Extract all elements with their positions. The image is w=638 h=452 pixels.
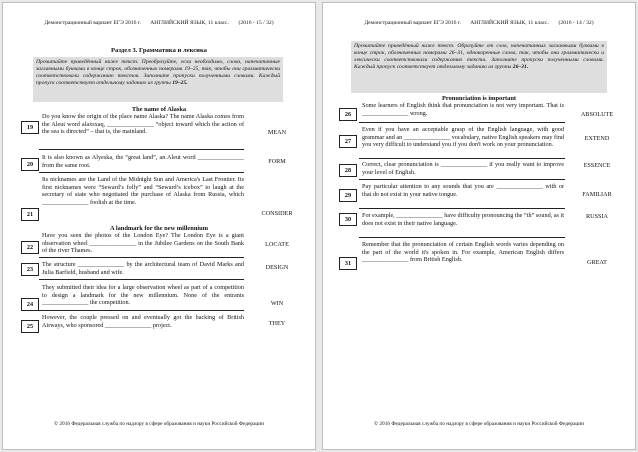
task-text: Pay particular attention to any sounds that you are _______________ with or that do not exist in your native tongue.	[362, 183, 564, 198]
task-number: 24	[21, 298, 39, 311]
task-text: For example, _______________ have difficulty pronouncing the “th” sound, as it does not exist in their native language.	[362, 212, 564, 227]
divider	[359, 208, 565, 209]
task-text: However, the couple pressed on and eventually got the backing of British Airways, who sponsored _______________ project.	[42, 314, 244, 329]
instruction-range: 26–31.	[512, 64, 529, 71]
text-title: A landmark for the new millennium	[109, 225, 209, 232]
instruction-box	[351, 41, 607, 93]
task-text: Some learners of English think that pronunciation is not very important. That is _______________ wrong.	[362, 102, 564, 117]
page-header	[3, 20, 315, 26]
task-word: MEAN	[267, 129, 287, 136]
task-number: 28	[339, 164, 357, 177]
task-word: FAMILIAR	[582, 191, 612, 198]
header-page: (2016 - 14 / 32)	[558, 20, 594, 26]
task-word: LOCATE	[265, 241, 289, 248]
header-exam: Демонстрационный вариант ЕГЭ 2016 г.	[364, 20, 461, 26]
instruction-text: Прочитайте приведённый ниже текст. Преобразуйте, если необходимо, слова, напечатанные заглавными буквами в конце строк, обозначенных номерами 19–25, так, чтобы они грамматически соответствовали содержанию текстов. Заполните пропуски полученными словами. Каждый пропуск соответствует отдельному заданию из группы	[36, 59, 280, 87]
task-text: Do you know the origin of the place name Alaska? The name Alaska comes from the Aleut word alaxsxaq, _______________ “object toward which the action of the sea is directed” – that is, the mainland.	[42, 113, 244, 135]
instruction-range: 19–25.	[172, 80, 188, 87]
task-number: 31	[339, 257, 357, 270]
task-text: They submitted their idea for a large observation wheel as part of a competition to design a landmark for the new millennium. None of the entrants _______________ the competition.	[42, 284, 244, 306]
task-word: WIN	[270, 300, 284, 307]
text-title: The name of Alaska	[131, 106, 187, 113]
divider	[39, 279, 244, 280]
task-text: It is also known as Alyeska, the “great land”, an Aleut word _______________ from the same root.	[42, 154, 244, 169]
divider	[359, 122, 565, 123]
task-number: 23	[21, 263, 39, 276]
task-word: THEY	[268, 320, 286, 327]
task-text: The structure _______________ by the architectural team of David Marks and Julia Barfield, husband and wife.	[42, 261, 244, 276]
task-number: 19	[21, 121, 39, 134]
task-number: 26	[339, 108, 357, 121]
task-number: 29	[339, 189, 357, 202]
task-word: DESIGN	[265, 264, 289, 271]
header-page: (2016 - 15 / 32)	[238, 20, 274, 26]
divider	[39, 149, 244, 150]
task-number: 30	[339, 213, 357, 226]
task-text: Its nicknames are the Land of the Midnight Sun and America's Last Frontier. Its first nicknames were “Seward’s folly” and “Seward’s icebox” to laugh at the secretary of state who negotiated the purchase of Alaska from Russia, which _______________ foolish at the time.	[42, 176, 244, 206]
header-exam: Демонстрационный вариант ЕГЭ 2016 г.	[44, 20, 141, 26]
task-text: Have you seen the photos of the London Eye? The London Eye is a giant observation wheel _______________ in the Jubilee Gardens on the South Bank of the river Thames.	[42, 232, 244, 254]
divider	[39, 257, 244, 258]
task-word: GREAT	[587, 259, 607, 266]
page-header	[323, 20, 635, 26]
page-right	[322, 2, 636, 450]
task-text: Correct, clear pronunciation is _______________ if you really want to improve your level of English.	[362, 161, 564, 176]
task-number: 21	[21, 208, 39, 221]
divider	[359, 158, 565, 159]
task-number: 25	[21, 320, 39, 333]
page-footer: © 2016 Федеральная служба по надзору в сфере образования и науки Российской Федерации	[54, 421, 264, 427]
task-word: CONSIDER	[261, 210, 293, 217]
header-subject: АНГЛИЙСКИЙ ЯЗЫК, 11 класс.	[470, 20, 550, 26]
instruction-box	[33, 57, 283, 102]
task-text: Remember that the pronunciation of certain English words varies depending on the part of the world it's spoken in. For example, American English differs _______________ from British English.	[362, 241, 564, 263]
divider	[39, 310, 244, 311]
task-word: ESSENCE	[583, 162, 611, 169]
text-title: Pronunciation is important	[441, 95, 517, 102]
divider	[359, 179, 565, 180]
divider	[359, 237, 565, 238]
task-word: ABSOLUTE	[580, 111, 614, 118]
task-word: FORM	[268, 158, 286, 165]
page-footer: © 2016 Федеральная служба по надзору в сфере образования и науки Российской Федерации	[374, 421, 584, 427]
task-text: Even if you have an acceptable grasp of the English language, with good grammar and an _______________ vocabulary, native English speakers may find you very difficult to understand you if you don't work on your pronunciation.	[362, 126, 565, 148]
task-word: RUSSIA	[585, 213, 608, 220]
section-title: Раздел 3. Грамматика и лексика	[111, 47, 207, 54]
divider	[39, 172, 244, 173]
task-number: 27	[339, 135, 357, 148]
task-number: 20	[21, 158, 39, 171]
page-left	[2, 2, 316, 450]
instruction-text: Прочитайте приведённый ниже текст. Образуйте от слов, напечатанных заглавными буквами в конце строк, обозначенных номерами 26–31, однокоренные слова, так, чтобы они грамматически и лексически соответствовали содержанию текста. Заполните пропуски полученными словами. Каждый пропуск соответствует отдельному заданию из группы	[354, 43, 604, 71]
task-word: EXTEND	[584, 135, 610, 142]
header-subject: АНГЛИЙСКИЙ ЯЗЫК, 11 класс.	[150, 20, 230, 26]
task-number: 22	[21, 241, 39, 254]
